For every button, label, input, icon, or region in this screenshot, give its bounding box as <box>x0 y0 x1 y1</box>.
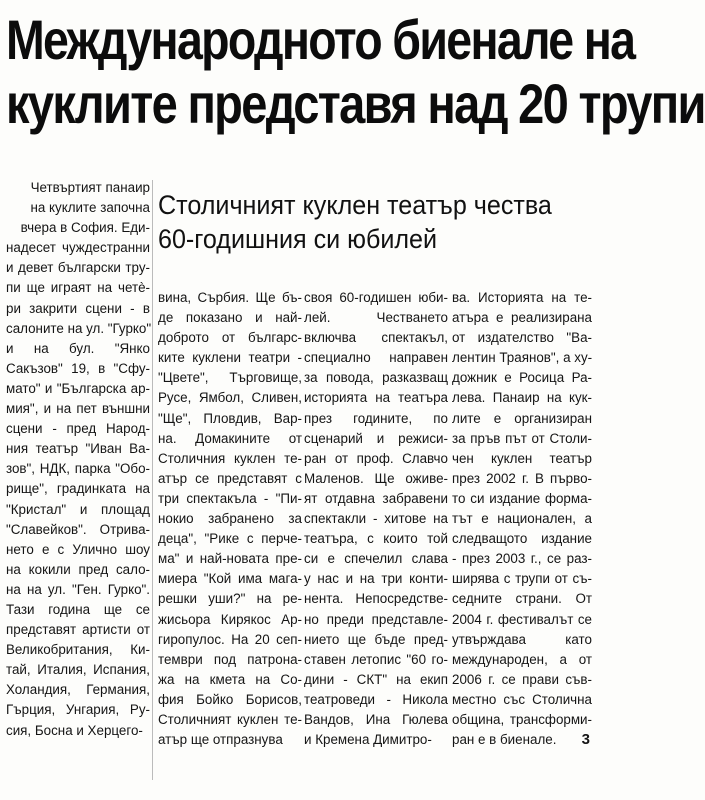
article-text-line: Русе, Ямбол, Сливен, <box>158 390 302 406</box>
article-text-line: на куклите започна <box>30 200 150 216</box>
article-text-line: международен, а от <box>452 651 592 667</box>
article-text-line: Столичния куклен те- <box>158 450 302 466</box>
article-text-line: лей. Честването <box>304 310 448 326</box>
article-subheadline <box>158 188 594 256</box>
article-text-line: лите е организиран <box>452 410 592 426</box>
article-text-line: специално направен <box>304 350 448 366</box>
article-text-line: ките куклени театри - <box>158 350 302 366</box>
article-text-line: ран от проф. Славчо <box>304 450 448 466</box>
article-text-line: мато" и "Българска ар- <box>6 380 150 396</box>
article-text-line: театъра, с които той <box>304 531 448 547</box>
article-text-line: дини - СКТ" на екип <box>304 671 448 687</box>
article-text-line: - през 2003 г., се раз- <box>452 551 592 567</box>
article-text-line: Маленов. Ще оживе- <box>304 470 448 486</box>
article-text-line: решки уши?" на ре- <box>158 591 302 607</box>
article-text-line: гиропулос. На 20 сеп- <box>158 631 302 647</box>
article-text-line: своя 60-годишен юби- <box>304 290 448 305</box>
article-text-line: атър се представят с <box>158 470 302 486</box>
page-number: 3 <box>581 731 590 749</box>
text-column-2 <box>158 288 302 750</box>
article-text-line: сия, Босна и Херцего- <box>6 722 143 738</box>
article-text-line: нокио забранено за <box>158 511 302 527</box>
article-text-line: Великобритания, Ки- <box>6 642 150 658</box>
article-text-line: рище", градинката на <box>6 481 150 497</box>
article-text-line: община, трансформи- <box>452 711 592 727</box>
article-text-line: спектакли - хитове на <box>304 511 448 527</box>
article-text-line: ри закрити сцени - в <box>6 300 150 316</box>
article-text-line: ва. Историята на те- <box>452 290 592 305</box>
article-text-line: местно със Столична <box>452 691 592 707</box>
article-text-line: сцени - пред Народ- <box>6 421 150 437</box>
article-text-line: жисьора Кирякос Ар- <box>158 611 302 627</box>
article-text-line: Вандов, Ина Гюлева <box>304 711 448 727</box>
article-text-line: дожник е Росица Ра- <box>452 370 592 386</box>
column-divider <box>152 180 153 780</box>
article-text-line: през годините, по <box>304 410 448 426</box>
article-text-line: зов", НДК, парка "Обо- <box>6 461 150 477</box>
article-text-line: представят артисти от <box>6 622 150 638</box>
article-text-line: но преди представле- <box>304 611 448 627</box>
article-text-line: ширява с трупи от съ- <box>452 571 592 587</box>
article-text-line: "Цвете", Търговище, <box>158 370 302 386</box>
article-text-line: ставен летопис "60 го- <box>304 651 448 667</box>
article-text-line: лентин Траянов", а ху- <box>452 350 593 366</box>
article-text-line: салоните на ул. "Гурко" <box>6 320 152 336</box>
article-text-line: включва спектакъл, <box>304 330 448 346</box>
article-text-line: атъра е реализирана <box>452 310 592 326</box>
article-text-line: на на ул. "Ген. Гурко". <box>6 581 150 597</box>
article-text-line: ран е в биенале. <box>452 732 557 748</box>
headline-line-1: Международното биенале на <box>6 8 635 71</box>
article-text-line: ния театър "Иван Ва- <box>6 441 150 457</box>
article-text-line: надесет чуждестранни <box>6 240 150 256</box>
article-text-line: сценарий и режиси- <box>304 430 448 446</box>
headline-line-2: куклите представя над 20 трупи <box>6 72 705 135</box>
article-text-line: тът е национален, а <box>452 511 592 527</box>
article-text-line: и на бул. "Янко <box>6 340 150 356</box>
article-text-line: за пръв път от Столи- <box>452 430 592 446</box>
article-text-line: пи ще играят на четè- <box>6 280 150 296</box>
article-text-line: нето е с Улично шоу <box>6 541 150 557</box>
article-text-line: за повода, разказващ <box>304 370 448 386</box>
article-text-line: нента. Непосредстве- <box>304 591 448 607</box>
article-text-line: Холандия, Германия, <box>6 682 150 698</box>
article-text-line: следващото издание <box>452 531 592 547</box>
article-text-line: и Кремена Димитро- <box>304 732 432 748</box>
article-text-line: ят отдавна забравени <box>304 490 448 506</box>
article-text-line: и девет български тру- <box>6 260 150 276</box>
article-text-line: Столичният куклен те- <box>158 711 302 727</box>
article-text-line: "Славейков". Отрива- <box>6 521 150 537</box>
subhead-line-2: 60-годишния си юбилей <box>158 224 438 254</box>
article-text-line: седните страни. От <box>452 591 592 607</box>
article-text-line: театроведи - Никола <box>304 691 448 707</box>
article-text-line: у нас и на три конти- <box>304 571 448 587</box>
article-text-line: ма" и най-новата пре- <box>158 551 302 567</box>
article-text-line: през 2002 г. В първо- <box>452 470 592 486</box>
article-text-line: "Ще", Пловдив, Вар- <box>158 410 302 426</box>
article-text-line: вина, Сърбия. Ще бъ- <box>158 290 302 305</box>
article-text-line: на. Домакините от <box>158 430 302 446</box>
subhead-line-1: Столичният куклен театър чества <box>158 190 552 220</box>
article-text-line: де показано и най- <box>158 310 302 326</box>
article-text-line: утвърждава като <box>452 631 592 647</box>
article-text-line: на кокили пред сало- <box>6 561 150 577</box>
article-text-line: Сакъзов" 19, в "Сфу- <box>6 360 150 376</box>
article-text-line: 2006 г. се прави съв- <box>452 671 592 687</box>
article-text-line: "Кристал" и площад <box>6 501 150 517</box>
article-text-line: нието ще бъде пред- <box>304 631 448 647</box>
article-text-line: миера "Кой има мага- <box>158 571 302 587</box>
article-text-line: фия Бойко Борисов, <box>158 691 302 707</box>
text-column-3 <box>304 288 448 750</box>
article-text-line: то си издание форма- <box>452 490 592 506</box>
article-text-line: историята на театъра <box>304 390 448 406</box>
article-text-line: от издателство "Ва- <box>452 330 592 346</box>
article-text-line: мия", и на пет външни <box>6 401 150 417</box>
article-text-line: деца", "Рике с перче- <box>158 531 302 547</box>
article-text-line: си е спечелил слава <box>304 551 448 567</box>
article-text-line: чен куклен театър <box>452 450 592 466</box>
article-text-line: Четвъртият панаир <box>30 180 150 195</box>
article-text-line: доброто от българс- <box>158 330 302 346</box>
article-text-line: Тази година ще се <box>6 601 150 617</box>
article-text-line: тември под патрона- <box>158 651 302 667</box>
article-text-line: жа на кмета на Со- <box>158 671 302 687</box>
article-text-line: тай, Италия, Испания, <box>6 662 150 678</box>
article-text-line: Гърция, Унгария, Ру- <box>6 702 150 718</box>
article-text-line: лева. Панаир на кук- <box>452 390 592 406</box>
article-text-line: три спектакъла - "Пи- <box>158 490 302 506</box>
article-text-line: атър ще отпразнува <box>158 732 283 748</box>
article-text-line: вчера в София. Еди- <box>20 220 150 236</box>
text-column-1 <box>6 178 150 741</box>
text-column-4 <box>452 288 592 750</box>
article-headline <box>6 8 705 136</box>
article-text-line: 2004 г. фестивалът се <box>452 611 592 627</box>
